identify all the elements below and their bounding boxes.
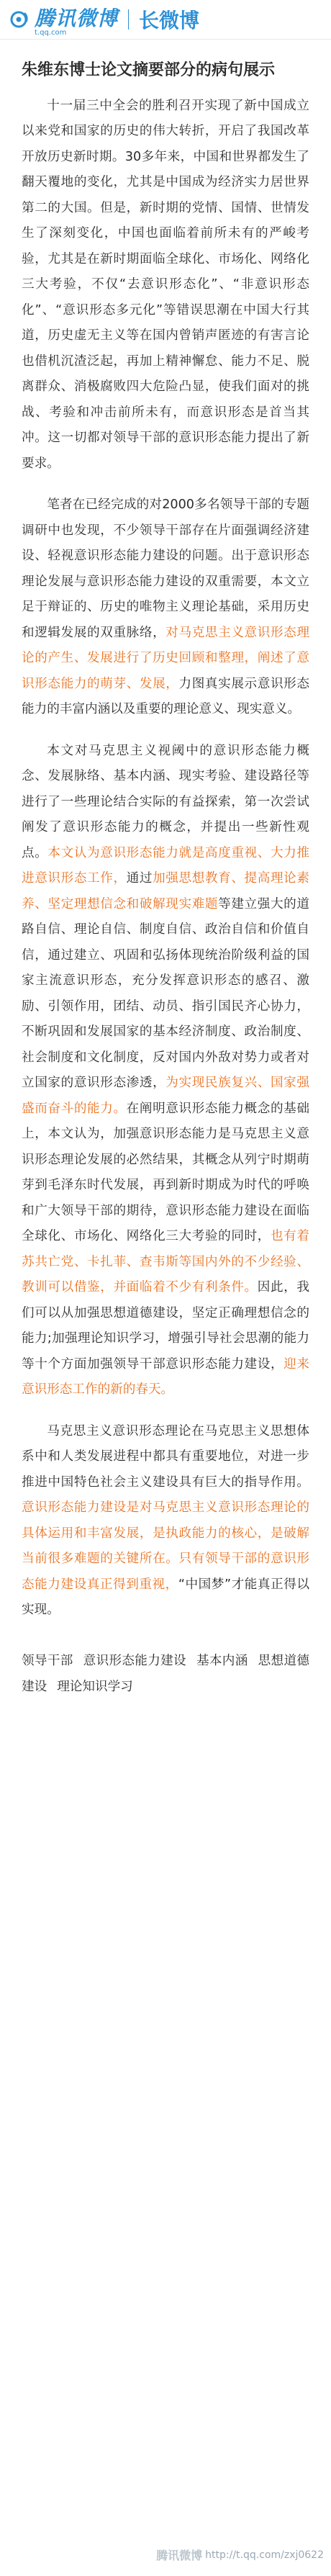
highlighted-text: 为实现民族复兴、国家强盛而奋斗的能力。	[22, 1076, 309, 1116]
article-paragraphs	[22, 94, 309, 1623]
logo-subtext: t.qq.com	[35, 28, 67, 37]
highlighted-text: 加强思想教育、提高理论素养、坚定理想信念和破解现实难题	[22, 871, 309, 911]
highlighted-text: 也有着苏共亡党、卡扎菲、查韦斯等国内外的不少经验、教训可以借鉴，并面临着不少有利条件。	[22, 1229, 309, 1295]
paragraph-text: 力图真实展示意识形态能力的丰富内涵以及重要的理论意义、现实意义。	[22, 676, 309, 717]
article-paragraph	[22, 739, 309, 1403]
paragraph-text: 等建立强大的道路自信、理论自信、制度自信、政治自信和价值自信，通过建立、巩固和弘扬体现统治阶级利益的国家主流意识形态，充分发挥意识形态的感召、激励、引领作用，团结、动员、指引国民齐心协力，不断巩固和发展国家的基本经济制度、政治制度、社会制度和文化制度，反对国内外敌对势力或者对立国家的意识形态渗透，	[22, 896, 309, 1091]
section-name: 长微博	[139, 9, 200, 32]
tag-item[interactable]: 思想道德建设	[22, 1653, 309, 1694]
article-paragraph	[22, 94, 309, 477]
logo-text: 腾讯微博	[35, 6, 119, 30]
paragraph-text: 因此，我们可以从加强思想道德建设，坚定正确理想信念的能力;加强理论知识学习，增强引导社会思潮的能力等十个方面加强领导干部意识形态能力建设，	[22, 1280, 309, 1372]
tag-item[interactable]: 理论知识学习	[57, 1679, 133, 1694]
weibo-eye-icon	[9, 9, 30, 30]
paragraph-text: 本文对马克思主义视阈中的意识形态能力概念、发展脉络、基本内涵、现实考验、建设路径等进行了一些理论结合实际的有益探索，第一次尝试阐发了意识形态能力的概念，并提出一些新性观点。	[22, 743, 309, 860]
article-paragraph	[22, 1419, 309, 1623]
watermark-brand: 腾讯微博	[156, 2549, 203, 2562]
watermark	[156, 2546, 324, 2563]
tag-item[interactable]: 意识形态能力建设	[83, 1653, 186, 1668]
paragraph-text: 在阐明意识形态能力概念的基础上，本文认为，加强意识形态能力是马克思主义意识形态理论发展的必然结果，其概念从列宁时期萌芽到毛泽东时代发展，再到新时期成为时代的呼唤和广大领导干部的期待，意识形态能力建设在面临全球化、市场化、网络化三大考验的同时，	[22, 1101, 309, 1244]
paragraph-text: 十一届三中全会的胜利召开实现了新中国成立以来党和国家的历史的伟大转折，开启了我国改革开放历史新时期。30多年来，中国和世界都发生了翻天覆地的变化，尤其是中国成为经济实力居世界第二的大国。但是，新时期的党情、国情、世情发生了深刻变化，中国也面临着前所未有的严峻考验，尤其是在新时期面临全球化、市场化、网络化三大考验，不仅“去意识形态化”、“非意识形态化”、“意识形态多元化”等错误思潮在中国大行其道，历史虚无主义等在国内曾销声匿迹的有害言论也借机沉渣泛起，再加上精神懈怠、能力不足、脱离群众、消极腐败四大危险凸显，使我们面对的挑战、考验和冲击前所未有，而意识形态是首当其冲。这一切都对领导干部的意识形态能力提出了新要求。	[22, 98, 309, 471]
tencent-weibo-logo[interactable]	[9, 3, 118, 37]
highlighted-text: 本文认为意识形态能力就是高度重视、大力推进意识形态工作，	[22, 845, 309, 886]
highlighted-text: 迎来意识形态工作的新的春天。	[22, 1356, 309, 1397]
article-tags	[0, 1648, 331, 1700]
highlighted-text: 对马克思主义意识形态理论的产生、发展进行了历史回顾和整理，阐述了意识形态能力的萌芽、发展，	[22, 625, 309, 691]
paragraph-text: “中国梦”才能真正得以实现。	[22, 1577, 309, 1618]
paragraph-text: 笔者在已经完成的对2000多名领导干部的专题调研中也发现，不少领导干部存在片面强调经济建设、轻视意识形态能力建设的问题。出于意识形态理论发展与意识形态能力建设的双重需要，本文立足于辩证的、历史的唯物主义理论基础，采用历史和逻辑发展的双重脉络，	[22, 497, 309, 640]
article-paragraph	[22, 492, 309, 723]
article-body	[0, 40, 331, 1623]
top-header	[0, 0, 331, 40]
paragraph-text: 马克思主义意识形态理论在马克思主义思想体系中和人类发展进程中都具有重要地位，对进一步推进中国特色社会主义建设具有巨大的指导作用。	[22, 1423, 309, 1490]
header-divider	[128, 9, 129, 30]
highlighted-text: 意识形态能力建设是对马克思主义意识形态理论的具体运用和丰富发展，是执政能力的核心，是破解当前很多难题的关键所在。只有领导干部的意识形态能力建设真正得到重视，	[22, 1500, 309, 1592]
paragraph-text: 通过	[126, 871, 153, 886]
tag-item[interactable]: 基本内涵	[196, 1653, 248, 1668]
tag-item[interactable]: 领导干部	[22, 1653, 73, 1668]
watermark-url: http://t.qq.com/zxj0622	[205, 2549, 324, 2561]
article-title: 朱维东博士论文摘要部分的病句展示	[22, 61, 276, 79]
